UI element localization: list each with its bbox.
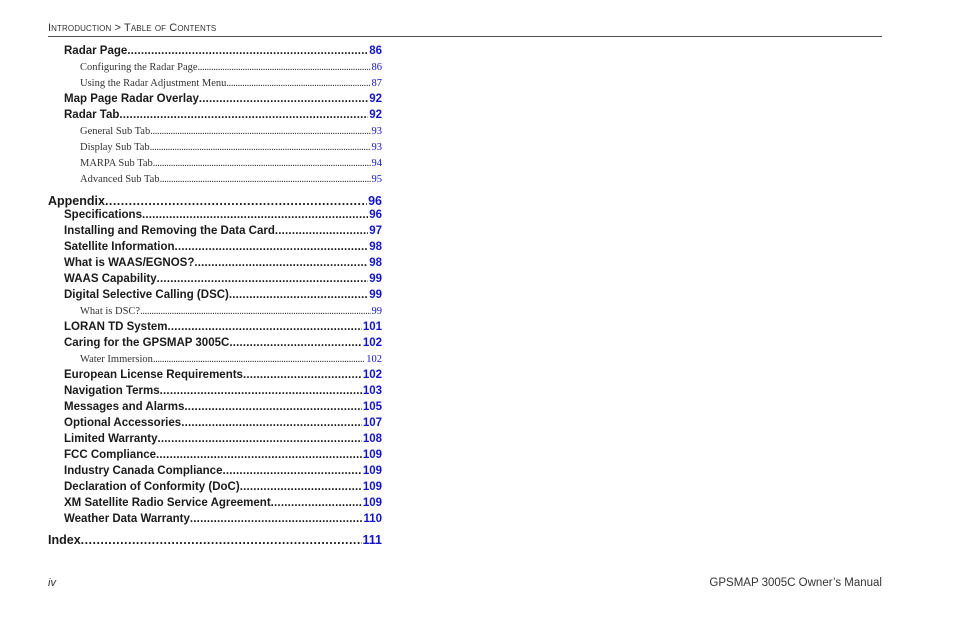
toc-page-link[interactable]: 87: [371, 78, 382, 89]
toc-entry-appendix[interactable]: [48, 194, 382, 208]
toc-entry-label: Radar Page: [64, 45, 128, 57]
toc-entry-label: Limited Warranty: [64, 433, 158, 445]
toc-entry-label: Specifications: [64, 209, 142, 221]
leader-dots: [175, 241, 369, 253]
toc-entry-label: LORAN TD System: [64, 321, 168, 333]
toc-page-link[interactable]: 97: [369, 225, 382, 237]
toc-entry-water-immersion[interactable]: [80, 354, 382, 365]
toc-entry-fcc-compliance[interactable]: [64, 449, 382, 461]
leader-dots: [229, 289, 368, 301]
toc-entry-label: What is WAAS/EGNOS?: [64, 257, 195, 269]
toc-page-link[interactable]: 98: [369, 257, 382, 269]
leader-dots: [184, 401, 361, 413]
toc-entry-satellite-information[interactable]: [64, 241, 382, 253]
leader-dots: [119, 109, 368, 121]
leader-dots: [275, 225, 368, 237]
toc-entry-label: Index: [48, 533, 81, 547]
toc-entry-label: Messages and Alarms: [64, 401, 185, 413]
leader-dots: [222, 465, 361, 477]
leader-dots: [105, 194, 367, 208]
toc-page-link[interactable]: 93: [371, 142, 382, 153]
toc-entry-label: MARPA Sub Tab: [80, 158, 153, 169]
breadcrumb: Introduction > Table of Contents: [48, 22, 217, 34]
toc-page-link[interactable]: 109: [362, 465, 382, 477]
toc-entry-marpa-sub-tab[interactable]: [80, 158, 382, 169]
toc-entry-label: Industry Canada Compliance: [64, 465, 223, 477]
leader-dots: [160, 385, 362, 397]
toc-page-link[interactable]: 86: [371, 62, 382, 73]
toc-page-link[interactable]: 96: [369, 209, 382, 221]
toc-entry-european-license[interactable]: [64, 369, 382, 381]
toc-page-link[interactable]: 94: [371, 158, 382, 169]
toc-page-link[interactable]: 99: [369, 273, 382, 285]
toc-entry-label: Configuring the Radar Page: [80, 62, 198, 73]
toc-entry-label: Display Sub Tab: [80, 142, 150, 153]
leader-dots: [150, 142, 371, 153]
toc-entry-industry-canada[interactable]: [64, 465, 382, 477]
toc-entry-radar-tab[interactable]: [64, 109, 382, 121]
leader-dots: [153, 354, 365, 365]
toc-page-link[interactable]: 111: [362, 533, 382, 547]
page-number: iv: [48, 577, 56, 589]
leader-dots: [194, 257, 368, 269]
leader-dots: [229, 337, 362, 349]
toc-entry-label: Radar Tab: [64, 109, 120, 121]
toc-entry-messages-alarms[interactable]: [64, 401, 382, 413]
toc-entry-label: Declaration of Conformity (DoC): [64, 481, 240, 493]
header-divider: [48, 36, 882, 37]
toc-entry-specifications[interactable]: [64, 209, 382, 221]
leader-dots: [198, 62, 371, 73]
toc-page-link[interactable]: 92: [369, 93, 382, 105]
toc-entry-label: Map Page Radar Overlay: [64, 93, 199, 105]
leader-dots: [271, 497, 362, 509]
toc-entry-weather-data-warranty[interactable]: [64, 513, 382, 525]
leader-dots: [153, 158, 371, 169]
toc-entry-data-card[interactable]: [64, 225, 382, 237]
toc-entry-label: Navigation Terms: [64, 385, 160, 397]
toc-page-link[interactable]: 108: [362, 433, 382, 445]
leader-dots: [157, 273, 369, 285]
toc-page-link[interactable]: 105: [362, 401, 382, 413]
toc-entry-advanced-sub-tab[interactable]: [80, 174, 382, 185]
toc-page-link[interactable]: 109: [362, 497, 382, 509]
toc-page-link[interactable]: 110: [363, 513, 382, 525]
leader-dots: [160, 174, 371, 185]
toc-page-link[interactable]: 102: [362, 337, 382, 349]
toc-entry-label: Installing and Removing the Data Card: [64, 225, 275, 237]
toc-page-link[interactable]: 107: [362, 417, 382, 429]
toc-entry-label: FCC Compliance: [64, 449, 157, 461]
toc-entry-label: Water Immersion: [80, 354, 153, 365]
leader-dots: [81, 533, 362, 547]
toc-entry-label: Advanced Sub Tab: [80, 174, 160, 185]
toc-page-link[interactable]: 93: [371, 126, 382, 137]
toc-entry-general-sub-tab[interactable]: [80, 126, 382, 137]
toc-entry-navigation-terms[interactable]: [64, 385, 382, 397]
toc-page-link[interactable]: 109: [362, 449, 382, 461]
leader-dots: [158, 433, 362, 445]
toc-entry-optional-accessories[interactable]: [64, 417, 382, 429]
toc-entry-label: Caring for the GPSMAP 3005C: [64, 337, 230, 349]
toc-entry-label: Optional Accessories: [64, 417, 182, 429]
leader-dots: [150, 126, 370, 137]
toc-entry-label: Satellite Information: [64, 241, 175, 253]
toc-entry-label: WAAS Capability: [64, 273, 157, 285]
leader-dots: [168, 321, 362, 333]
toc-entry-label: Appendix: [48, 194, 105, 208]
leader-dots: [190, 513, 363, 525]
toc-entry-index[interactable]: [48, 533, 382, 547]
leader-dots: [140, 306, 370, 317]
toc-entry-waas-capability[interactable]: [64, 273, 382, 285]
toc-entry-display-sub-tab[interactable]: [80, 142, 382, 153]
toc-entry-label: Digital Selective Calling (DSC): [64, 289, 229, 301]
toc-entry-limited-warranty[interactable]: [64, 433, 382, 445]
toc-entry-label: General Sub Tab: [80, 126, 151, 137]
toc-entry-label: Weather Data Warranty: [64, 513, 190, 525]
leader-dots: [226, 78, 370, 89]
toc-entry-waas-egnos[interactable]: [64, 257, 382, 269]
toc-page-link[interactable]: 102: [366, 354, 382, 365]
leader-dots: [127, 45, 368, 57]
toc-entry-label: European License Requirements: [64, 369, 243, 381]
leader-dots: [156, 449, 362, 461]
toc-page-link[interactable]: 103: [362, 385, 382, 397]
toc-entry-caring-for-gpsmap[interactable]: [64, 337, 382, 349]
toc-page-link[interactable]: 96: [368, 194, 382, 208]
toc-page-link[interactable]: 109: [362, 481, 382, 493]
leader-dots: [199, 93, 368, 105]
toc-page-link[interactable]: 95: [371, 174, 382, 185]
toc-entry-map-page-radar-overlay[interactable]: [64, 93, 382, 105]
leader-dots: [243, 369, 362, 381]
toc-page-link[interactable]: 98: [369, 241, 382, 253]
toc-page-link[interactable]: 92: [369, 109, 382, 121]
toc-entry-declaration-of-conformity[interactable]: [64, 481, 382, 493]
toc-entry-label: What is DSC?: [80, 306, 141, 317]
toc-page-link[interactable]: 99: [371, 306, 382, 317]
manual-title: GPSMAP 3005C Owner’s Manual: [709, 577, 882, 589]
toc-entry-radar-adjustment-menu[interactable]: [80, 78, 382, 89]
toc-page-link[interactable]: 102: [362, 369, 382, 381]
toc-entry-loran-td-system[interactable]: [64, 321, 382, 333]
toc-entry-radar-page[interactable]: [64, 45, 382, 57]
toc-page-link[interactable]: 99: [369, 289, 382, 301]
toc-entry-what-is-dsc[interactable]: [80, 306, 382, 317]
toc-page-link[interactable]: 86: [369, 45, 382, 57]
toc-entry-label: Using the Radar Adjustment Menu: [80, 78, 227, 89]
toc-entry-xm-satellite-radio[interactable]: [64, 497, 382, 509]
leader-dots: [181, 417, 362, 429]
toc-entry-label: XM Satellite Radio Service Agreement: [64, 497, 271, 509]
leader-dots: [142, 209, 368, 221]
toc-entry-dsc[interactable]: [64, 289, 382, 301]
leader-dots: [240, 481, 362, 493]
toc-entry-configuring-radar-page[interactable]: [80, 62, 382, 73]
toc-page-link[interactable]: 101: [362, 321, 382, 333]
